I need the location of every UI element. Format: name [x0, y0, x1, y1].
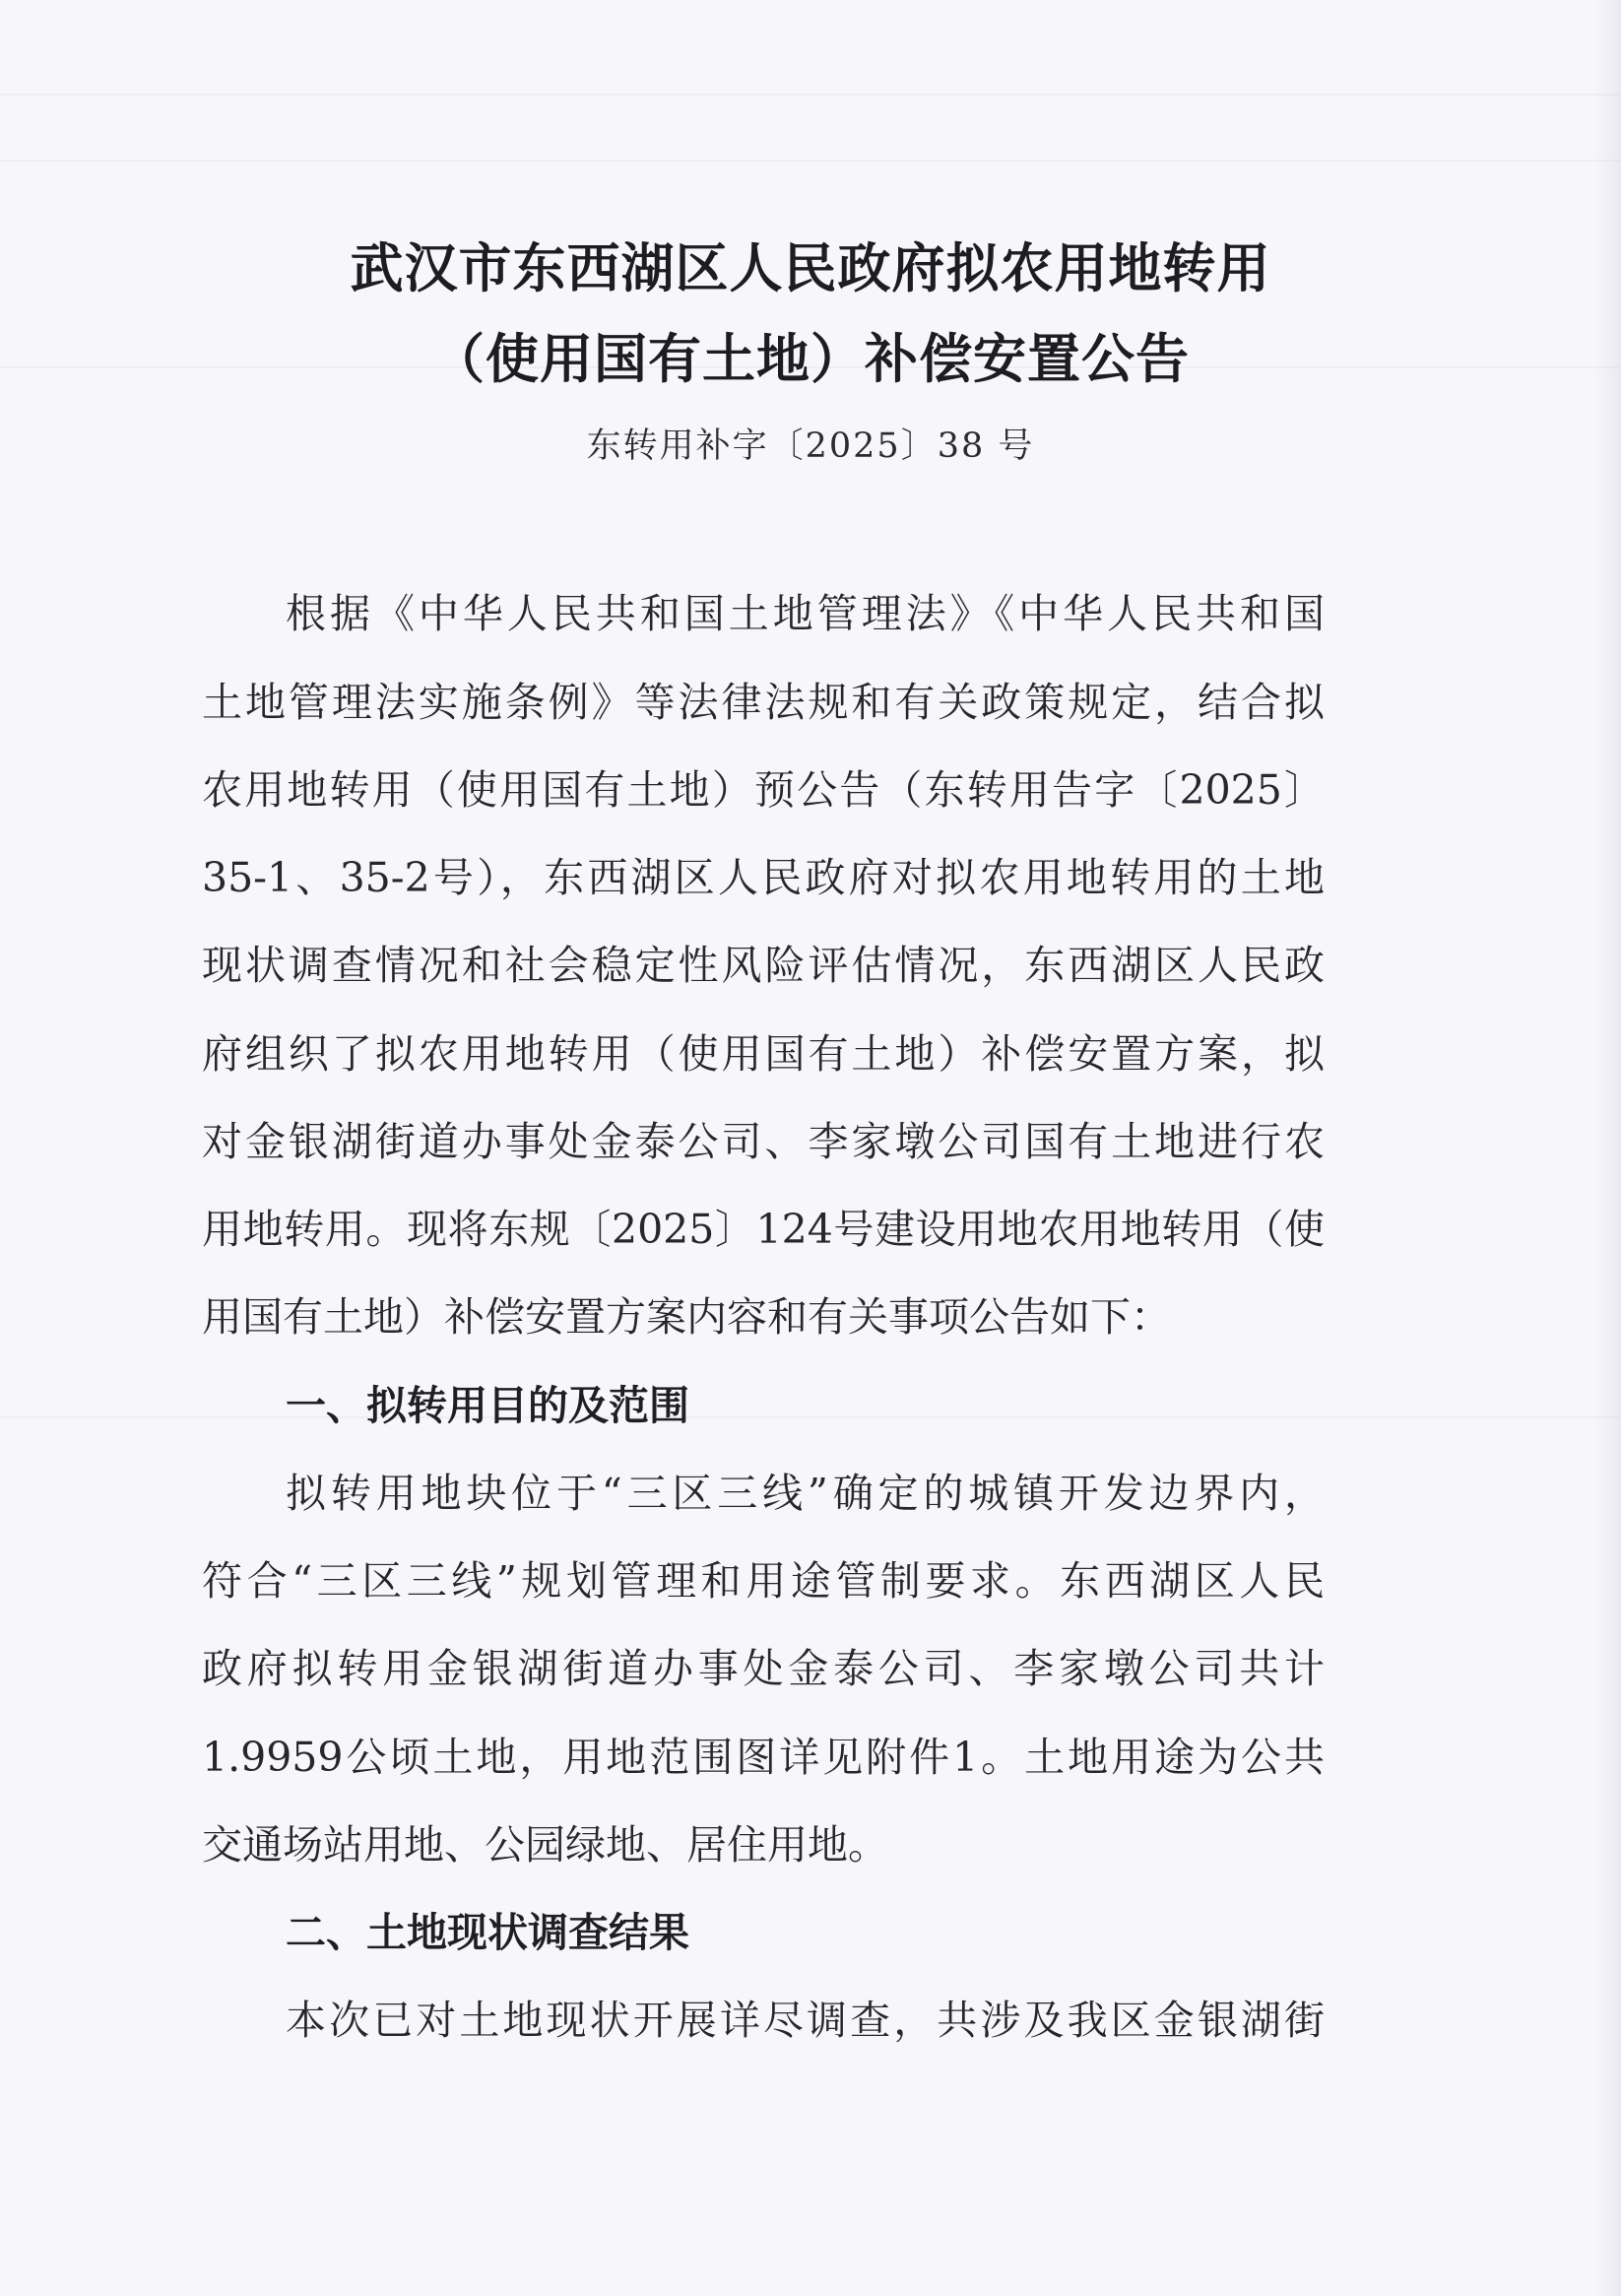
section1-line: 交通场站用地、公园绿地、居住用地。 — [202, 1821, 888, 1869]
scan-artifact — [0, 160, 1621, 162]
intro-line: 府组织了拟农用地转用（使用国有土地）补偿安置方案，拟 — [202, 1030, 1325, 1078]
document-number: 东转用补字〔2025〕38 号 — [586, 426, 1035, 466]
document-title-line-2: （使用国有土地）补偿安置公告 — [431, 328, 1190, 390]
document-title-line-1: 武汉市东西湖区人民政府拟农用地转用 — [350, 237, 1271, 299]
intro-line: 对金银湖街道办事处金泰公司、李家墩公司国有土地进行农 — [202, 1118, 1325, 1165]
intro-line: 现状调查情况和社会稳定性风险评估情况，东西湖区人民政 — [202, 942, 1325, 989]
section1-line: 符合“三区三线”规划管理和用途管制要求。东西湖区人民 — [202, 1557, 1325, 1605]
intro-line: 土地管理法实施条例》等法律法规和有关政策规定，结合拟 — [202, 679, 1325, 726]
scan-artifact — [0, 94, 1621, 96]
intro-line: 农用地转用（使用国有土地）预公告（东转用告字〔2025〕 — [202, 766, 1325, 814]
intro-line: 35-1、35-2号），东西湖区人民政府对拟农用地转用的土地 — [202, 854, 1325, 901]
section1-line: 拟转用地块位于“三区三线”确定的城镇开发边界内， — [286, 1470, 1325, 1517]
section-heading-1: 一、拟转用目的及范围 — [286, 1382, 689, 1429]
intro-line: 根据《中华人民共和国土地管理法》《中华人民共和国 — [286, 590, 1325, 637]
section2-line: 本次已对土地现状开展详尽调查，共涉及我区金银湖街 — [286, 1997, 1325, 2044]
intro-line: 用地转用。现将东规〔2025〕124号建设用地农用地转用（使 — [202, 1206, 1325, 1253]
scan-artifact — [0, 1416, 1621, 1418]
section1-line: 1.9959公顷土地，用地范围图详见附件1。土地用途为公共 — [202, 1734, 1325, 1781]
section1-line: 政府拟转用金银湖街道办事处金泰公司、李家墩公司共计 — [202, 1645, 1325, 1692]
intro-line: 用国有土地）补偿安置方案内容和有关事项公告如下： — [202, 1293, 1171, 1341]
section-heading-2: 二、土地现状调查结果 — [286, 1909, 689, 1956]
